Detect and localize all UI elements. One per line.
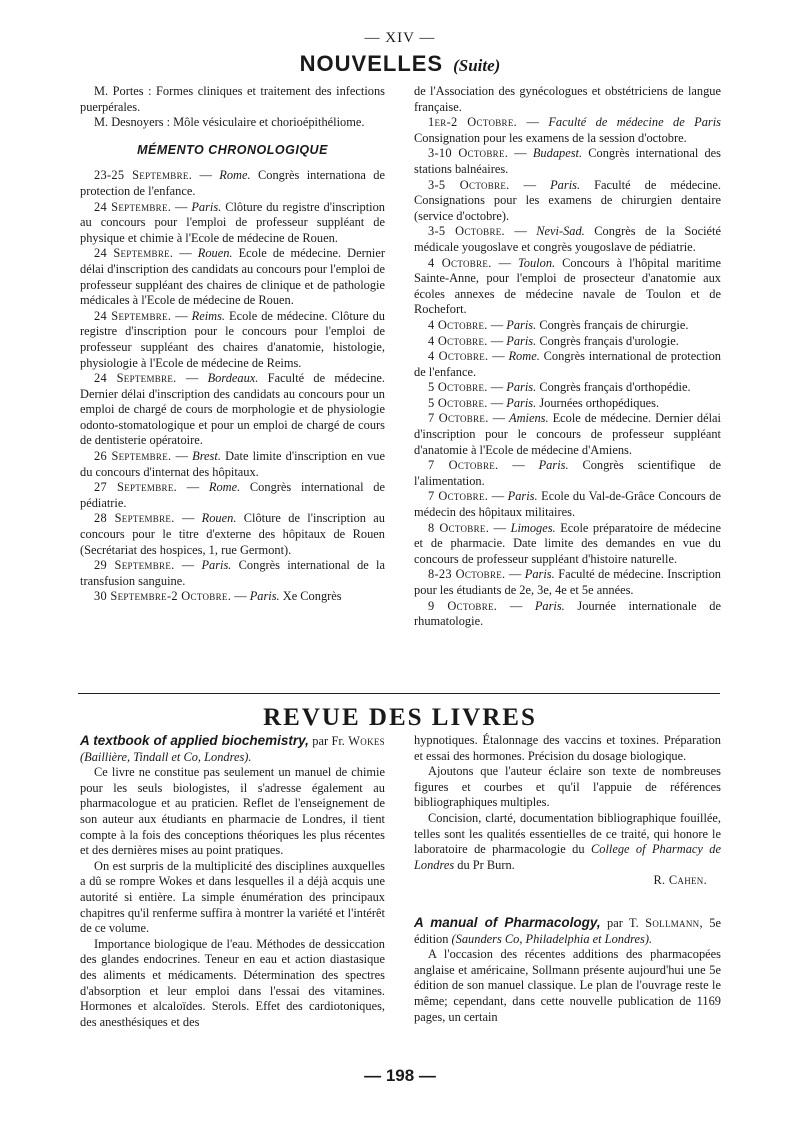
memento-entry: 26 Septembre. — Brest. Date limite d'inscription en vue du concours d'internat des hôpitaux. [80, 449, 385, 479]
review-text: Concision, clarté, documentation bibliographique fouillée, telles sont les qualités essentielles de ce traité, qui honore le laboratoire de pharmacologie du [414, 810, 721, 857]
page-number: — 198 — [364, 1066, 436, 1085]
entry-city: Paris. [506, 395, 537, 410]
entry-date: 29 Septembre. [94, 558, 175, 573]
entry-text: Congrès français de chirurgie. [539, 317, 689, 332]
memento-entry: 29 Septembre. — Paris. Congrès international de la transfusion sanguine. [80, 558, 385, 588]
entry-date: 1er-2 Octobre. [428, 115, 518, 130]
book2-author: Sollmann, [645, 915, 703, 930]
memento-list [414, 115, 721, 630]
entry-city: Paris. [506, 380, 537, 395]
entry-city: Paris. [191, 199, 222, 214]
entry-date: 7 Octobre. [428, 458, 499, 473]
entry-text: Congrès français d'orthopédie. [539, 380, 691, 395]
memento-entry: 9 Octobre. — Paris. Journée internationale de rhumatologie. [414, 598, 721, 629]
memento-entry: 24 Septembre. — Rouen. Ecole de médecine. Dernier délai d'inscription des candidats au concours pour l'emploi de professeur suppléant des chaires de clinique et de pathologie médicales à l'Ecole de médecine de Rouen. [80, 246, 385, 308]
book1-author: Wokes [348, 734, 385, 748]
entry-date: 3-5 Octobre. [428, 224, 505, 239]
memento-title: MÉMENTO CHRONOLOGIQUE [137, 142, 328, 157]
entry-date: 3-5 Octobre. [428, 177, 510, 192]
memento-entry: 4 Octobre. — Rome. Congrès international de protection de l'enfance. [414, 349, 721, 379]
entry-city: Reims. [191, 308, 226, 323]
entry-city: Rome. [508, 349, 540, 364]
memento-entry: 1er-2 Octobre. — Faculté de médecine de Paris Consignation pour les examens de la session d'octobre. [414, 115, 722, 145]
memento-entry: 3-5 Octobre. — Nevi-Sad. Congrès de la Société médicale yougoslave et congrès yougoslave de pédiatrie. [414, 224, 721, 254]
entry-date: 5 Octobre. [428, 380, 488, 395]
entry-date: 5 Octobre. [428, 395, 488, 410]
review-paragraph: Ajoutons que l'auteur éclaire son texte de nombreuses figures et courbes et qu'il l'appuie de références bibliographiques multiples. [414, 764, 721, 810]
entry-city: Rome. [208, 480, 241, 495]
entry-date: 8-23 Octobre. [428, 567, 506, 582]
memento-entry: 24 Septembre. — Reims. Ecole de médecine. Clôture du registre d'inscription pour le concours pour l'emploi de professeur suppléant des chaires d'anatomie, histologie, physiologie à l'Ecole de médecine de Reims. [80, 308, 385, 370]
review-paragraph: hypnotiques. Étalonnage des vaccins et toxines. Préparation et essai des hormones. Précision du dosage biologique. [414, 733, 721, 763]
book1-by: par Fr. [312, 734, 345, 748]
memento-entry: 5 Octobre. — Paris. Congrès français d'orthopédie. [428, 380, 691, 395]
entry-date: 27 Septembre. [94, 480, 178, 495]
entry-text: Clôture de l'inscription au concours pour le titre d'externe des hôpitaux de Rouen (Secrétariat des hospices, 1, rue Germont). [80, 511, 385, 557]
memento-entry: 24 Septembre. — Bordeaux. Faculté de médecine. Dernier délai d'inscription des candidats au concours pour un emploi de chargé de cours de morphologie et de physiologie odonto-stomatologique et pour un emploi de chargé de cours de dentisterie opératoire. [80, 371, 385, 448]
entry-city: Limoges. [510, 520, 556, 535]
book1-heading [80, 733, 385, 765]
review-text: du Pr Burn. [457, 857, 515, 872]
review-right-column [414, 733, 721, 1025]
entry-date: 4 Octobre. [428, 255, 492, 270]
entry-text: Ecole de médecine. Clôture du registre d'inscription pour le concours pour l'emploi de professeur suppléant des chaires d'anatomie, histologie, physiologie à l'Ecole de médecine de Reims. [80, 308, 385, 370]
book2-publisher: (Saunders Co, Philadelphia et Londres). [451, 931, 653, 946]
entry-text: Faculté de médecine. Consignations pour les examens de chirurgien dentaire (service d'octobre). [414, 177, 722, 223]
entry-text: Ecole du Val-de-Grâce Concours de médecin des hôpitaux militaires. [414, 489, 721, 520]
memento-entry: 4 Octobre. — Paris. Congrès français d'urologie. [428, 333, 679, 348]
left-news-column [80, 84, 385, 605]
entry-date: 3-10 Octobre. [428, 146, 509, 161]
news-paragraph: M. Desnoyers : Môle vésiculaire et chorioépithéliome. [94, 115, 365, 130]
entry-date: 9 Octobre. [428, 598, 498, 613]
entry-date: 7 Octobre. [428, 411, 489, 426]
section-title: NOUVELLES [299, 51, 444, 76]
entry-text: Congrès international de la transfusion sanguine. [80, 558, 385, 588]
right-news-column [414, 84, 721, 630]
memento-entry: 8-23 Octobre. — Paris. Faculté de médecine. Inscription pour les étudiants de 2e, 3e, 4e et 5e années. [414, 567, 721, 597]
section-suite: (Suite) [453, 56, 501, 75]
entry-text: Congrès international des stations balnéaires. [414, 146, 721, 176]
entry-date: 24 Septembre. [94, 371, 177, 386]
entry-date: 24 Septembre. [94, 199, 172, 214]
book2-edition: 5e édition [414, 915, 721, 946]
college-name: College of Pharmacy de Londres [414, 842, 721, 872]
entry-date: 24 Septembre. [94, 246, 174, 261]
memento-entry: 23-25 Septembre. — Rome. Congrès internationa de protection de l'enfance. [80, 168, 385, 198]
entry-text: Congrès international de protection de l'enfance. [414, 349, 721, 379]
memento-entry: 3-10 Octobre. — Budapest. Congrès international des stations balnéaires. [414, 146, 721, 176]
memento-entry: 7 Octobre. — Amiens. Ecole de médecine. Dernier délai d'inscription pour le concours de professeur suppléant d'anatomie à l'Ecole de médecine d'Amiens. [414, 411, 721, 457]
memento-entry: 4 Octobre. — Toulon. Concours à l'hôpital maritime Sainte-Anne, pour l'emploi de prosecteur d'anatomie aux écoles annexes de médecine navale de Toulon et de Rochefort. [414, 255, 721, 317]
entry-city: Paris. [534, 598, 565, 613]
memento-entry: 28 Septembre. — Rouen. Clôture de l'inscription au concours pour le titre d'externe des hôpitaux de Rouen (Secrétariat des hospices, 1, rue Germont). [80, 511, 385, 557]
book1-title: A textbook of applied biochemistry, [80, 733, 309, 748]
entry-date: 24 Septembre. [94, 308, 172, 323]
book2-by: par T. [607, 915, 639, 930]
memento-entry: 24 Septembre. — Paris. Clôture du registre d'inscription au concours pour l'emploi de professeur suppléant de physique et chimie à l'Ecole de médecine de Rouen. [80, 199, 385, 245]
entry-text: Consignation pour les examens de la session d'octobre. [414, 130, 687, 145]
book1-publisher: (Baillière, Tindall et Co, Londres). [80, 749, 252, 764]
memento-entry: 30 Septembre-2 Octobre. — Paris. Xe Congrès [94, 589, 342, 604]
entry-text: Xe Congrès [282, 589, 342, 604]
section-divider [78, 693, 720, 694]
entry-city: Paris. [506, 317, 537, 332]
entry-date: 28 Septembre. [94, 511, 175, 526]
entry-city: Paris. [249, 589, 280, 604]
entry-date: 26 Septembre. [94, 449, 172, 464]
memento-list [80, 168, 385, 605]
entry-text: Congrès scientifique de l'alimentation. [414, 458, 721, 488]
review-paragraph: On est surpris de la multiplicité des disciplines auxquelles a dû se rompre Wokes et dans lesquelles il a déjà acquis une autorité si entière. La simple énumération des principaux chapitres qu'il renferme suffira à montrer la variété et l'intérêt de ce volume. [80, 858, 385, 936]
review-left-column [80, 733, 385, 1030]
entry-text: Faculté de médecine. Inscription pour les étudiants de 2e, 3e, 4e et 5e années. [414, 567, 721, 597]
book2-title: A manual of Pharmacology, [414, 914, 601, 930]
entry-text: Ecole de médecine. Dernier délai d'inscription des candidats au concours pour l'emploi de professeur suppléant des chaires de clinique et de pathologie médicales à l'Ecole de médecine de Rouen. [80, 246, 385, 308]
entry-city: Faculté de médecine de Paris [548, 115, 722, 130]
section-heading [0, 51, 800, 77]
entry-city: Bordeaux. [207, 371, 259, 386]
review-paragraph [414, 811, 721, 873]
entry-text: Faculté de médecine. Dernier délai d'inscription des candidats au concours pour un emploi de chargé de cours de morphologie et de physiologie odonto-stomatologique et pour un emploi de chargé de cours de dentisterie opératoire. [80, 371, 385, 448]
entry-date: 8 Octobre. [428, 520, 490, 535]
entry-city: Rouen. [201, 511, 237, 526]
memento-entry: 7 Octobre. — Paris. Congrès scientifique de l'alimentation. [414, 458, 721, 488]
review-paragraph: Importance biologique de l'eau. Méthodes de dessiccation des glandes endocrines. Teneur en eau et action diastasique des aliments et médicaments. Détermination des spectres d'absorption et leur emploi dans l'essai des vitamines. Hormones et alcaloïdes. Sterols. Effet des cardiotoniques, des anesthésiques et des [80, 936, 385, 1029]
entry-date: 30 Septembre-2 Octobre. [94, 589, 232, 604]
entry-city: Amiens. [509, 411, 549, 426]
continuation-paragraph: de l'Association des gynécologues et obstétriciens de langue française. [414, 84, 721, 114]
news-paragraph: M. Portes : Formes cliniques et traitement des infections puerpérales. [80, 84, 385, 114]
review-paragraph: Ce livre ne constitue pas seulement un manuel de chimie pour les seuls biologistes, il s'adresse également au pharmacologue et au praticien. Reflet de l'enseignement de son auteur aux étudiants en pharmacie de Londres, il tient compte à la fois des conceptions théoriques les plus récentes et des dernières mises au point pratiques. [80, 765, 385, 858]
entry-city: Brest. [192, 449, 221, 464]
book2-heading [414, 915, 721, 947]
review-paragraph: A l'occasion des récentes additions des pharmacopées anglaise et américaine, Sollmann présente aujourd'hui une 5e édition de son manuel classique. Le plan de l'ouvrage reste le même; cependant, dans cette nouvelle publication de 1169 pages, un certain [414, 947, 721, 1024]
entry-date: 7 Octobre. [428, 489, 489, 504]
entry-date: 23-25 Septembre. [94, 168, 193, 183]
entry-city: Nevi-Sad. [536, 224, 585, 239]
entry-city: Budapest. [532, 146, 583, 161]
reviewer-signature: R. Cahen. [653, 873, 707, 888]
entry-city: Paris. [538, 458, 569, 473]
entry-text: Clôture du registre d'inscription au concours pour l'emploi de professeur suppléant de physique et chimie à l'Ecole de médecine de Rouen. [80, 199, 385, 245]
entry-date: 4 Octobre. [428, 333, 488, 348]
entry-city: Paris. [524, 567, 555, 582]
entry-text: Congrès français d'urologie. [539, 333, 679, 348]
memento-entry: 5 Octobre. — Paris. Journées orthopédiques. [428, 395, 660, 410]
entry-text: Congrès internationa de protection de l'enfance. [80, 168, 385, 198]
memento-entry: 4 Octobre. — Paris. Congrès français de chirurgie. [428, 317, 689, 332]
entry-city: Paris. [507, 489, 538, 504]
memento-entry: 8 Octobre. — Limoges. Ecole préparatoire de médecine et de pharmacie. Date limite des demandes en vue du concours de professeur suppléant d'histoire naturelle. [414, 520, 721, 566]
memento-entry: 7 Octobre. — Paris. Ecole du Val-de-Grâce Concours de médecin des hôpitaux militaires. [414, 489, 721, 520]
memento-entry: 3-5 Octobre. — Paris. Faculté de médecine. Consignations pour les examens de chirurgien dentaire (service d'octobre). [414, 177, 722, 223]
entry-text: Ecole préparatoire de médecine et de pharmacie. Date limite des demandes en vue du concours de professeur suppléant d'histoire naturelle. [414, 520, 721, 566]
entry-date: 4 Octobre. [428, 349, 489, 364]
entry-date: 4 Octobre. [428, 317, 488, 332]
entry-text: Journée internationale de rhumatologie. [414, 598, 721, 629]
entry-text: Congrès international de pédiatrie. [80, 480, 385, 510]
entry-city: Rouen. [197, 246, 233, 261]
roman-page-number: — XIV — [364, 30, 436, 46]
revue-title: REVUE DES LIVRES [263, 704, 537, 731]
entry-text: Congrès de la Société médicale yougoslave et congrès yougoslave de pédiatrie. [414, 224, 721, 254]
entry-city: Paris. [201, 558, 232, 573]
entry-city: Paris. [506, 333, 537, 348]
entry-city: Rome. [219, 168, 251, 183]
entry-text: Journées orthopédiques. [539, 395, 660, 410]
entry-text: Concours à l'hôpital maritime Sainte-Anne, pour l'emploi de prosecteur d'anatomie aux écoles annexes de médecine navale de Toulon et de Rochefort. [414, 255, 721, 317]
entry-city: Paris. [550, 177, 581, 192]
entry-city: Toulon. [518, 255, 556, 270]
memento-entry: 27 Septembre. — Rome. Congrès international de pédiatrie. [80, 480, 385, 510]
entry-text: Date limite d'inscription en vue du concours d'internat des hôpitaux. [80, 449, 385, 479]
entry-text: Ecole de médecine. Dernier délai d'inscription pour le concours de professeur suppléant d'anatomie à l'Ecole de médecine d'Amiens. [414, 411, 721, 457]
